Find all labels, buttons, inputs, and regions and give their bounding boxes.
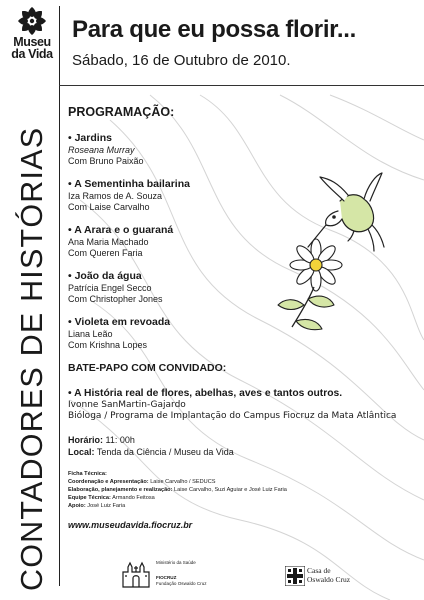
talk-guest: Ivonne SanMartin-Gajardo [68,400,186,410]
credit-line: Equipe Técnica: Armando Feitosa [68,495,155,501]
fiocruz-label: FIOCRUZ [156,575,177,580]
story-author: Ana Maria Machado [68,237,149,247]
program-heading: PROGRAMAÇÃO: [68,105,175,119]
time-row [68,434,418,446]
talk-title: • A História real de flores, abelhas, aves e tantos outros. [68,387,418,400]
logo-line-1: Museu [13,35,51,49]
story-author: Liana Leão [68,329,113,339]
flower-logo-icon [17,6,47,36]
program-item [68,316,418,351]
talk-heading: BATE-PAPO COM CONVIDADO: [68,362,227,374]
talk-affiliation: Bióloga / Programa de Implantação do Campus Fiocruz da Mata Atlântica [68,411,397,421]
credits-heading: Ficha Técnica: [68,471,107,477]
story-author: Iza Ramos de A. Souza [68,191,163,201]
ministry-label: Ministério da Saúde [156,560,196,565]
website-link[interactable]: www.museudavida.fiocruz.br [68,520,193,530]
museu-da-vida-logo [10,6,54,60]
event-info [68,434,418,458]
time-label: Horário: [68,435,104,445]
vertical-divider [59,6,60,586]
story-title: • A Sementinha bailarina [68,178,418,191]
place-label: Local: [68,447,95,457]
vertical-title-text: CONTADORES DE HISTÓRIAS [15,126,49,591]
fiocruz-logo [120,558,240,590]
credit-line: Elaboração, planejamento e realização: Laise Carvalho, Suzi Aguiar e José Luiz Faria [68,487,287,493]
castle-icon [120,558,152,588]
credits [68,470,418,510]
credit-line: Coordenação e Apresentação: Laise Carvalho / SEDUCS [68,479,216,485]
logo-line-2: da Vida [11,47,53,61]
coc-line-1: Casa de [307,566,331,575]
place-row [68,446,418,458]
story-author: Roseana Murray [68,145,135,155]
program-item [68,270,418,305]
program-item [68,132,418,167]
page-title: Para que eu possa florir... [72,16,357,43]
story-teller: Com Christopher Jones [68,294,163,304]
cross-emblem-icon [285,566,305,586]
story-teller: Com Bruno Paixão [68,156,144,166]
story-teller: Com Laise Carvalho [68,202,150,212]
story-teller: Com Krishna Lopes [68,340,148,350]
event-date: Sábado, 16 de Outubro de 2010. [72,52,291,69]
story-author: Patrícia Engel Secco [68,283,152,293]
coc-line-2: Oswaldo Cruz [307,575,351,584]
story-title: • Violeta em revoada [68,316,418,329]
program-item [68,224,418,259]
vertical-title [13,91,51,591]
fiocruz-full-label: Fundação Oswaldo Cruz [156,581,207,586]
story-title: • A Arara e o guaraná [68,224,418,237]
credit-line: Apoio: José Luiz Faria [68,503,126,509]
story-teller: Com Queren Faria [68,248,143,258]
place-value: Tenda da Ciência / Museu da Vida [96,447,234,457]
time-value: 11: 00h [105,435,135,445]
story-title: • João da água [68,270,418,283]
story-title: • Jardins [68,132,418,145]
program-item [68,178,418,213]
main-content [68,105,418,531]
header-divider [59,85,424,86]
